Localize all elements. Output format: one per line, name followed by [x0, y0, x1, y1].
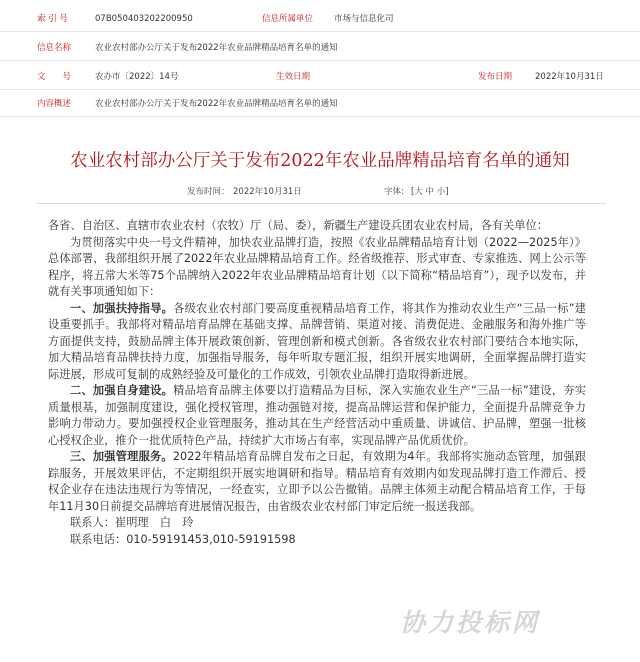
published-label: 发布日期 — [478, 72, 513, 82]
section-3-text: 2022年精品培育品牌自发布之日起，有效期为4年。我部将实施动态管理，加强跟踪服务，开展效果评估，不定期组织开展实地调研和指导。精品培育有效期内如发现品牌打造工作滞后、授权企业存在违法违规行为等情况，一经查实，立即予以公告撤销。品牌主体须主动配合精品培育工作，于每年11月30日前提交品牌培育进展情况报告，由省级农业农村部门审定后统一报送我部。 — [48, 450, 586, 513]
metadata-table — [0, 8, 640, 111]
section-3-heading: 三、加强管理服务。 — [70, 450, 173, 463]
index-label: 索 引 号 — [37, 14, 68, 24]
name-label: 信息名称 — [37, 43, 72, 53]
font-size-options[interactable]: [大 中 小] — [411, 187, 449, 197]
article-body — [48, 218, 586, 548]
meta-row-name — [0, 37, 640, 61]
contact-phone: 联系电话：010-59191453,010-59191598 — [70, 532, 296, 546]
salutation: 各省、自治区、直辖市农业农村（农牧）厅（局、委），新疆生产建设兵团农业农村局，各有关单位： — [48, 219, 549, 232]
intro-paragraph: 为贯彻落实中央一号文件精神，加快农业品牌打造，按照《农业品牌精品培育计划（2022—2025年）》总体部署，我部组织开展了2022年农业品牌精品培育工作。经省级推荐、形式审查、专家推选、网上公示等程序，将五常大米等75个品牌纳入2022年农业品牌精品培育计划（以下简称“精品培育”），现予以发布，并就有关事项通知如下： — [48, 235, 586, 298]
summary-value: 农业农村部办公厅关于发布2022年农业品牌精品培育名单的通知 — [95, 99, 338, 109]
org-value: 市场与信息化司 — [334, 14, 394, 24]
name-value: 农业农村部办公厅关于发布2022年农业品牌精品培育名单的通知 — [95, 43, 338, 53]
section-1-heading: 一、加强扶持指导。 — [70, 301, 174, 315]
title-divider — [36, 203, 606, 204]
section-2-heading: 二、加强自身建设。 — [70, 384, 174, 397]
org-label: 信息所属单位 — [262, 14, 314, 24]
font-size-label: 字体: — [384, 187, 404, 197]
contact-person: 联系人：崔明理 白 玲 — [70, 516, 194, 529]
section-1 — [48, 301, 586, 384]
summary-label: 内容概述 — [37, 99, 72, 109]
section-2-text: 精品培育品牌主体要以打造精品为目标，深入实施农业生产“三品一标”建设，夯实质量根基，加强制度建设，强化授权管理，推动强链对接，提高品牌运营和保护能力，全面提升品牌竞争力影响力带动力。要加强授权企业管理服务，推动其在生产经营活动中重质量、讲诚信、护品牌，塑强一批核心授权企业，推介一批优质特色产品，持续扩大市场占有率，实现品牌产品优质优价。 — [48, 384, 586, 447]
publish-time-label: 发布时间： — [187, 187, 230, 197]
meta-row-index — [0, 8, 640, 32]
index-value: 07B050403202200950 — [95, 14, 193, 24]
docno-value: 农办市〔2022〕14号 — [95, 72, 179, 82]
watermark: 协力投标网 — [400, 608, 541, 637]
section-1-text: 各级农业农村部门要高度重视精品培育工作，将其作为推动农业生产“三品一标”建设重要抓手。我部将对精品培育品牌在基础支撑、品牌营销、渠道对接、消费促进、金融服务和海外推广等方面提供支持，鼓励品牌主体开展政策创新、管理创新和模式创新。各省级农业农村部门要结合本地实际，加大精品培育品牌扶持力度，加强指导服务，每年听取专题汇报，组织开展实地调研，全面掌握品牌打造实际进展，形成可复制的成熟经验及可量化的工作成效，引领农业品牌打造取得新进展。 — [48, 301, 586, 381]
page-title: 农业农村部办公厅关于发布2022年农业品牌精品培育名单的通知 — [70, 151, 570, 171]
effective-label: 生效日期 — [276, 72, 311, 82]
meta-row-docno — [0, 66, 640, 90]
published-value: 2022年10月31日 — [535, 72, 604, 82]
section-2 — [48, 383, 586, 449]
docno-label: 文 号 — [37, 72, 72, 82]
publish-time: 2022年10月31日 — [233, 187, 302, 197]
section-3 — [48, 449, 586, 515]
meta-row-summary — [0, 93, 640, 117]
